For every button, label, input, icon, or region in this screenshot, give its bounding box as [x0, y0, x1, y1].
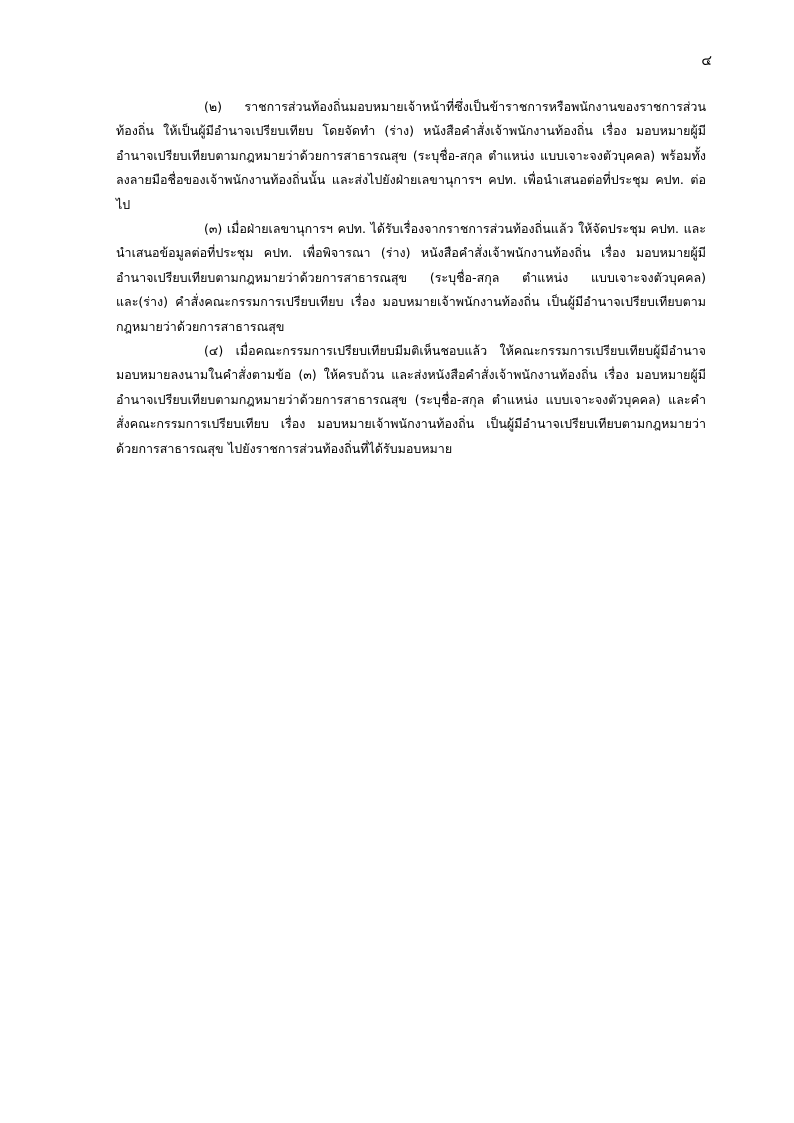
page-number: ๔	[701, 53, 712, 69]
document-body	[116, 95, 706, 461]
paragraph-item-3: (๓) เมื่อฝ่ายเลขานุการฯ คปท. ได้รับเรื่องจากราชการส่วนท้องถิ่นแล้ว ให้จัดประชุม คปท. และนำเสนอข้อมูลต่อที่ประชุม คปท. เพื่อพิจารณา (ร่าง) หนังสือคำสั่งเจ้าพนักงานท้องถิ่น เรื่อง มอบหมายผู้มีอำนาจเปรียบเทียบตามกฎหมายว่าด้วยการสาธารณสุข (ระบุชื่อ-สกุล ตำแหน่ง แบบเจาะจงตัวบุคคล) และ(ร่าง) คำสั่งคณะกรรมการเปรียบเทียบ เรื่อง มอบหมายเจ้าพนักงานท้องถิ่น เป็นผู้มีอำนาจเปรียบเทียบตามกฎหมายว่าด้วยการสาธารณสุข	[116, 221, 706, 334]
paragraph-item-4: (๔) เมื่อคณะกรรมการเปรียบเทียบมีมติเห็นชอบแล้ว ให้คณะกรรมการเปรียบเทียบผู้มีอำนาจมอบหมายลงนามในคำสั่งตามข้อ (๓) ให้ครบถ้วน และส่งหนังสือคำสั่งเจ้าพนักงานท้องถิ่น เรื่อง มอบหมายผู้มีอำนาจเปรียบเทียบตามกฎหมายว่าด้วยการสาธารณสุข (ระบุชื่อ-สกุล ตำแหน่ง แบบเจาะจงตัวบุคคล) และคำสั่งคณะกรรมการเปรียบเทียบ เรื่อง มอบหมายเจ้าพนักงานท้องถิ่น เป็นผู้มีอำนาจเปรียบเทียบตามกฎหมายว่าด้วยการสาธารณสุข ไปยังราชการส่วนท้องถิ่นที่ได้รับมอบหมาย	[116, 343, 706, 456]
paragraph-item-2: (๒) ราชการส่วนท้องถิ่นมอบหมายเจ้าหน้าที่ซึ่งเป็นข้าราชการหรือพนักงานของราชการส่วนท้องถิ่น ให้เป็นผู้มีอำนาจเปรียบเทียบ โดยจัดทำ (ร่าง) หนังสือคำสั่งเจ้าพนักงานท้องถิ่น เรื่อง มอบหมายผู้มีอำนาจเปรียบเทียบตามกฎหมายว่าด้วยการสาธารณสุข (ระบุชื่อ-สกุล ตำแหน่ง แบบเจาะจงตัวบุคคล) พร้อมทั้งลงลายมือชื่อของเจ้าพนักงานท้องถิ่นนั้น และส่งไปยังฝ่ายเลขานุการฯ คปท. เพื่อนำเสนอต่อที่ประชุม คปท. ต่อไป	[116, 99, 706, 212]
